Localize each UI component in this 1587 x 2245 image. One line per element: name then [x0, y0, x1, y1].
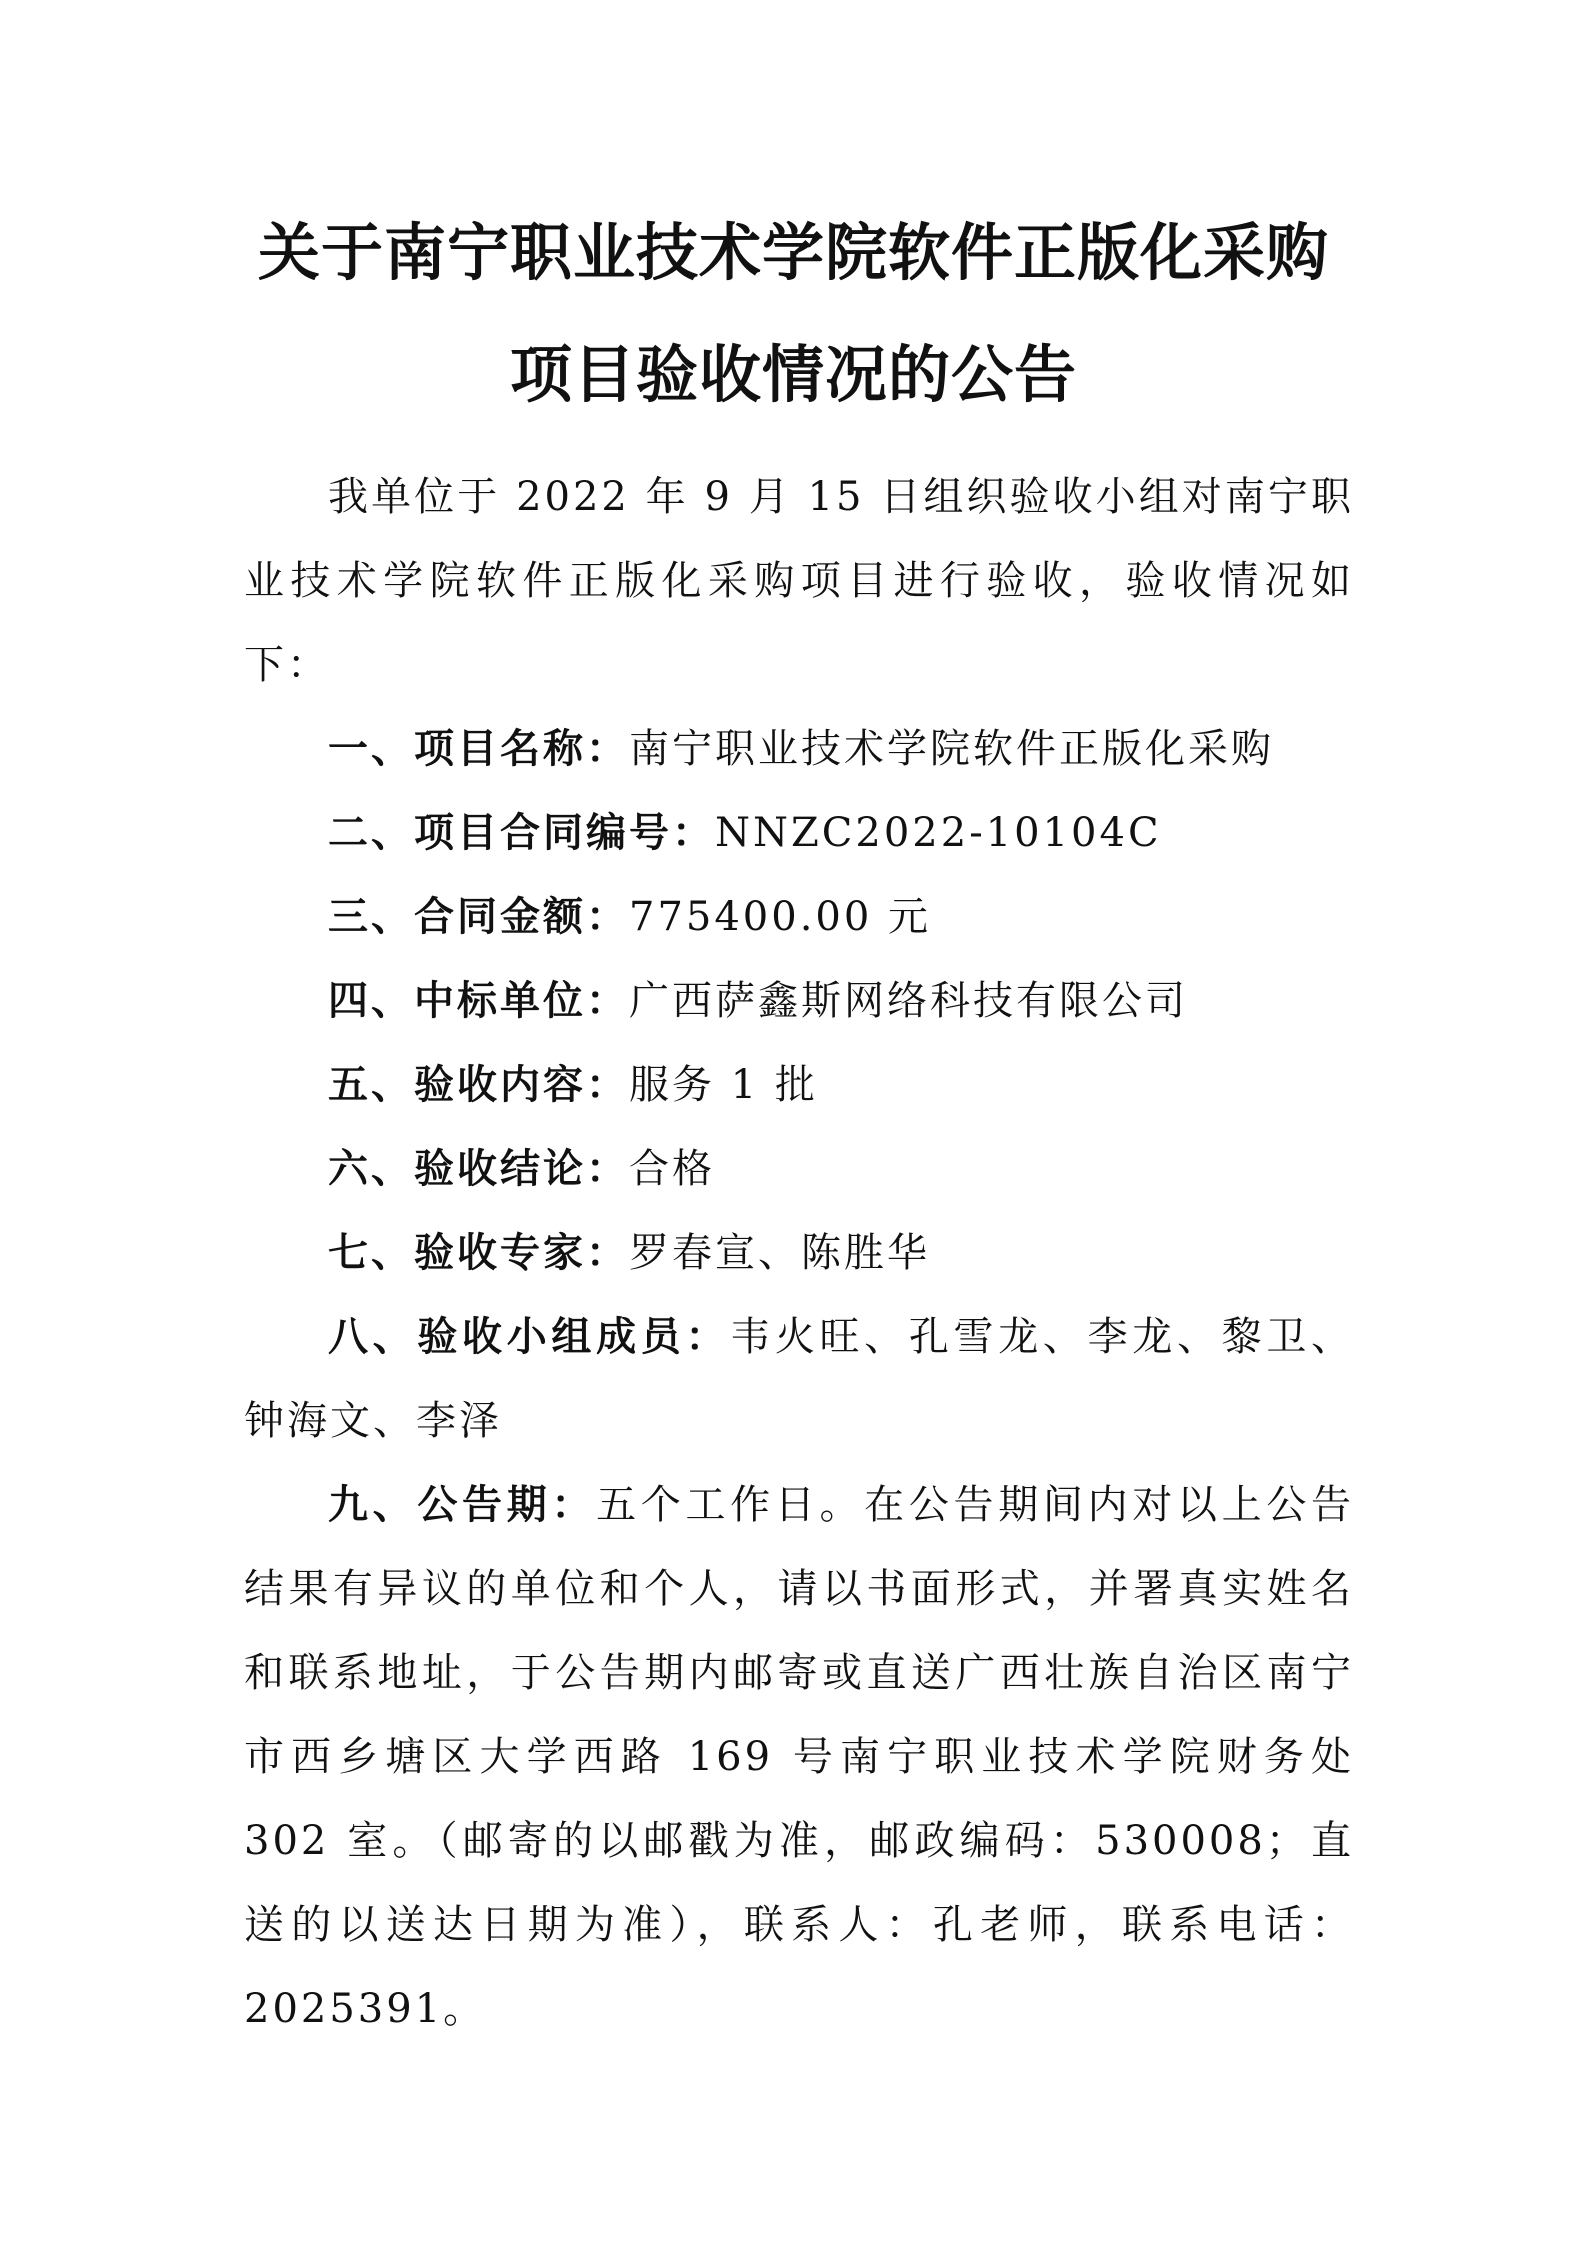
- item-value: 775400.00 元: [629, 894, 932, 940]
- item-label: 七、验收专家：: [328, 1229, 629, 1276]
- item-contract-number: [244, 791, 1354, 875]
- item-project-name: [244, 707, 1354, 791]
- item-value: 罗春宣、陈胜华: [629, 1230, 930, 1276]
- item-acceptance-team: [244, 1295, 1354, 1463]
- intro-paragraph: 我单位于 2022 年 9 月 15 日组织验收小组对南宁职业技术学院软件正版化采购项目进行验收，验收情况如下：: [244, 474, 1354, 688]
- document-body: [244, 455, 1354, 2051]
- item-label: 二、项目合同编号：: [328, 809, 715, 856]
- item-value: 合格: [629, 1146, 715, 1192]
- item-contract-amount: [244, 875, 1354, 959]
- item-label: 九、公告期：: [328, 1481, 597, 1528]
- item-acceptance-content: [244, 1043, 1354, 1127]
- item-label: 六、验收结论：: [328, 1145, 629, 1192]
- item-acceptance-conclusion: [244, 1127, 1354, 1211]
- item-value: 广西萨鑫斯网络科技有限公司: [629, 978, 1188, 1024]
- item-acceptance-experts: [244, 1211, 1354, 1295]
- document-title-line-1: 关于南宁职业技术学院软件正版化采购: [257, 216, 1329, 289]
- item-announcement-period: [244, 1463, 1354, 2051]
- item-label: 八、验收小组成员：: [328, 1313, 731, 1360]
- item-winning-bidder: [244, 959, 1354, 1043]
- item-value: 服务 1 批: [629, 1062, 818, 1108]
- item-label: 五、验收内容：: [328, 1061, 629, 1108]
- item-label: 一、项目名称：: [328, 725, 629, 772]
- item-value: 韦火旺、孔雪龙、李龙、黎卫、钟海文、李泽: [244, 1314, 1355, 1444]
- item-label: 三、合同金额：: [328, 893, 629, 940]
- item-label: 四、中标单位：: [328, 977, 629, 1024]
- document-title-line-2: 项目验收情况的公告: [509, 338, 1077, 411]
- item-value: NNZC2022-10104C: [715, 810, 1162, 856]
- item-value: 南宁职业技术学院软件正版化采购: [629, 726, 1274, 772]
- item-value: 五个工作日。在公告期间内对以上公告结果有异议的单位和个人，请以书面形式，并署真实姓名和联系地址，于公告期内邮寄或直送广西壮族自治区南宁市西乡塘区大学西路 169 号南宁职业技术学院财务处 302 室。（邮寄的以邮戳为准，邮政编码：530008；直送的以送达日期为准），联系人：孔老师，联系电话：2025391。: [244, 1482, 1355, 2032]
